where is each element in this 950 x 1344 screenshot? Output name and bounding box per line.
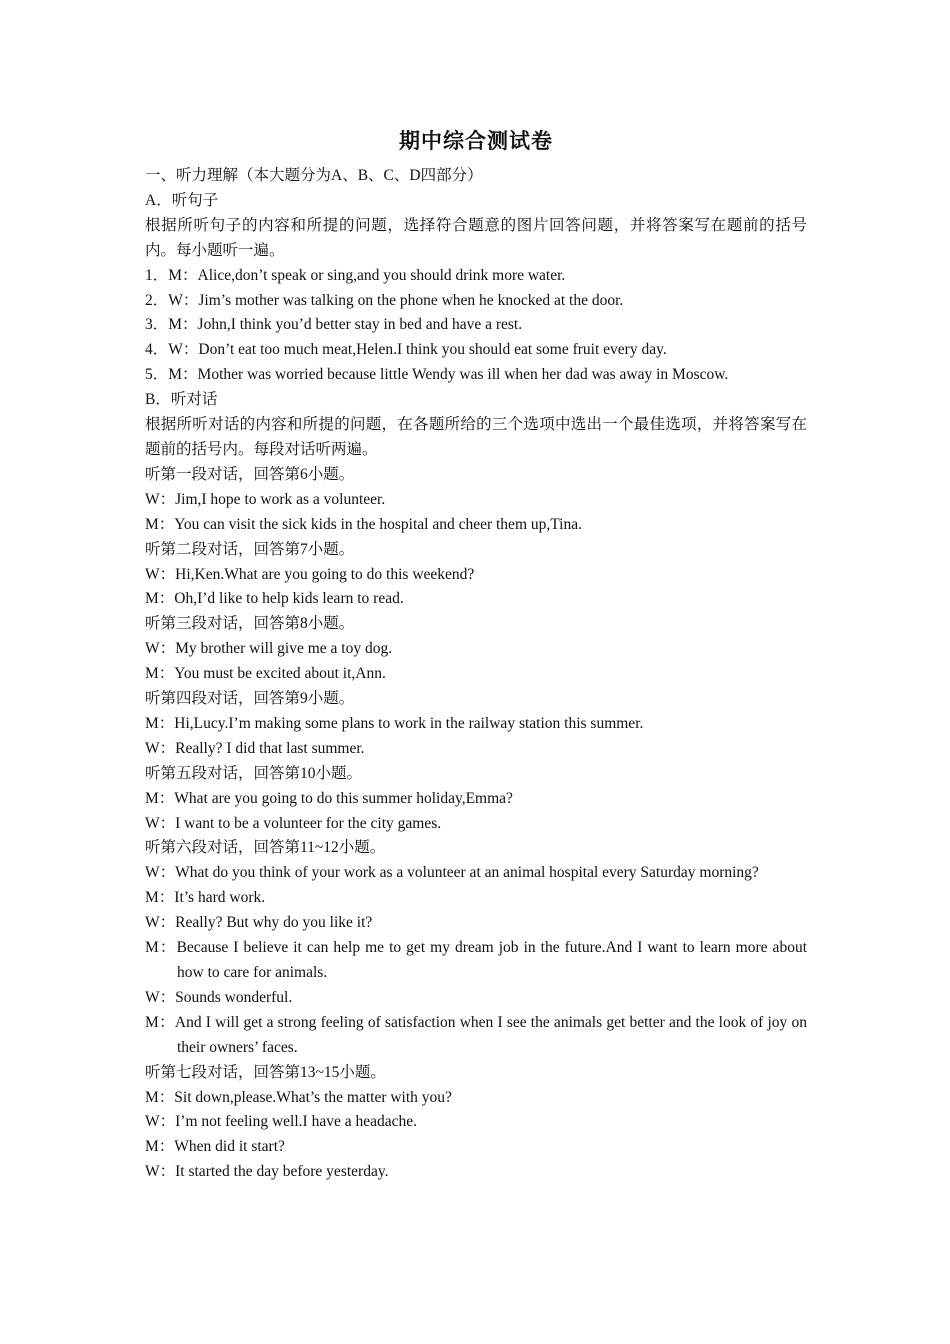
- dialogue-line: M：Sit down,please.What’s the matter with you?: [145, 1088, 452, 1106]
- part-b-heading: B．听对话: [145, 391, 218, 409]
- part-b-instruction: 根据所听对话的内容和所提的问题，在各题所给的三个选项中选出一个最佳选项，并将答案写在题前的括号内。每段对话听两遍。: [145, 416, 807, 458]
- dialogue-line: W：It started the day before yesterday.: [145, 1163, 389, 1181]
- dialogue-line: W：What do you think of your work as a volunteer at an animal hospital every Saturday morning?: [145, 864, 759, 882]
- dialogue-line: M：You can visit the sick kids in the hospital and cheer them up,Tina.: [145, 515, 582, 533]
- dialogue-line: M：You must be excited about it,Ann.: [145, 665, 386, 683]
- exam-page: [145, 126, 807, 1185]
- dialogue-line: W：Jim,I hope to work as a volunteer.: [145, 490, 386, 508]
- dialogue-line: M：Hi,Lucy.I’m making some plans to work in the railway station this summer.: [145, 714, 644, 732]
- part-a-item: 3．M：John,I think you’d better stay in bed and have a rest.: [145, 316, 523, 334]
- dialogue-line: W：Really? I did that last summer.: [145, 739, 365, 757]
- dialogue-heading: 听第二段对话，回答第7小题。: [145, 540, 355, 558]
- dialogue-heading: 听第七段对话，回答第13~15小题。: [145, 1063, 386, 1081]
- dialogue-line: W：Really? But why do you like it?: [145, 914, 373, 932]
- dialogue-line: M：It’s hard work.: [145, 889, 266, 907]
- dialogue-line: W：Hi,Ken.What are you going to do this weekend?: [145, 565, 475, 583]
- dialogue-line: W：I’m not feeling well.I have a headache.: [145, 1113, 417, 1131]
- dialogue-line: W：I want to be a volunteer for the city games.: [145, 814, 442, 832]
- part-a-item: 5．M：Mother was worried because little Wendy was ill when her dad was away in Moscow.: [145, 366, 729, 384]
- dialogue-line: W：My brother will give me a toy dog.: [145, 640, 393, 658]
- part-a-item: 1．M：Alice,don’t speak or sing,and you should drink more water.: [145, 266, 566, 284]
- part-a-item: 4．W：Don’t eat too much meat,Helen.I think you should eat some fruit every day.: [145, 341, 667, 359]
- section-heading: 一、听力理解（本大题分为A、B、C、D四部分）: [145, 167, 483, 184]
- part-a-item: 2．W：Jim’s mother was talking on the phone when he knocked at the door.: [145, 291, 624, 309]
- part-a-instruction: 根据所听句子的内容和所提的问题，选择符合题意的图片回答问题，并将答案写在题前的括号内。每小题听一遍。: [145, 216, 807, 259]
- dialogue-line: M：And I will get a strong feeling of satisfaction when I see the animals get better and the look of joy on their owners’ faces.: [145, 1013, 807, 1056]
- dialogue-line: M：Because I believe it can help me to get my dream job in the future.And I want to learn more about how to care for animals.: [145, 939, 807, 981]
- dialogue-line: M：What are you going to do this summer holiday,Emma?: [145, 789, 513, 807]
- dialogue-line: M：Oh,I’d like to help kids learn to read.: [145, 590, 404, 608]
- dialogue-heading: 听第三段对话，回答第8小题。: [145, 615, 355, 633]
- dialogue-heading: 听第四段对话，回答第9小题。: [145, 690, 355, 708]
- page-title: 期中综合测试卷: [399, 129, 553, 153]
- dialogue-line: M：When did it start?: [145, 1138, 285, 1156]
- dialogue-heading: 听第六段对话，回答第11~12小题。: [145, 839, 386, 857]
- dialogue-line: W：Sounds wonderful.: [145, 988, 293, 1006]
- dialogue-heading: 听第一段对话，回答第6小题。: [145, 465, 355, 483]
- dialogue-heading: 听第五段对话，回答第10小题。: [145, 764, 363, 782]
- part-a-heading: A．听句子: [145, 191, 219, 209]
